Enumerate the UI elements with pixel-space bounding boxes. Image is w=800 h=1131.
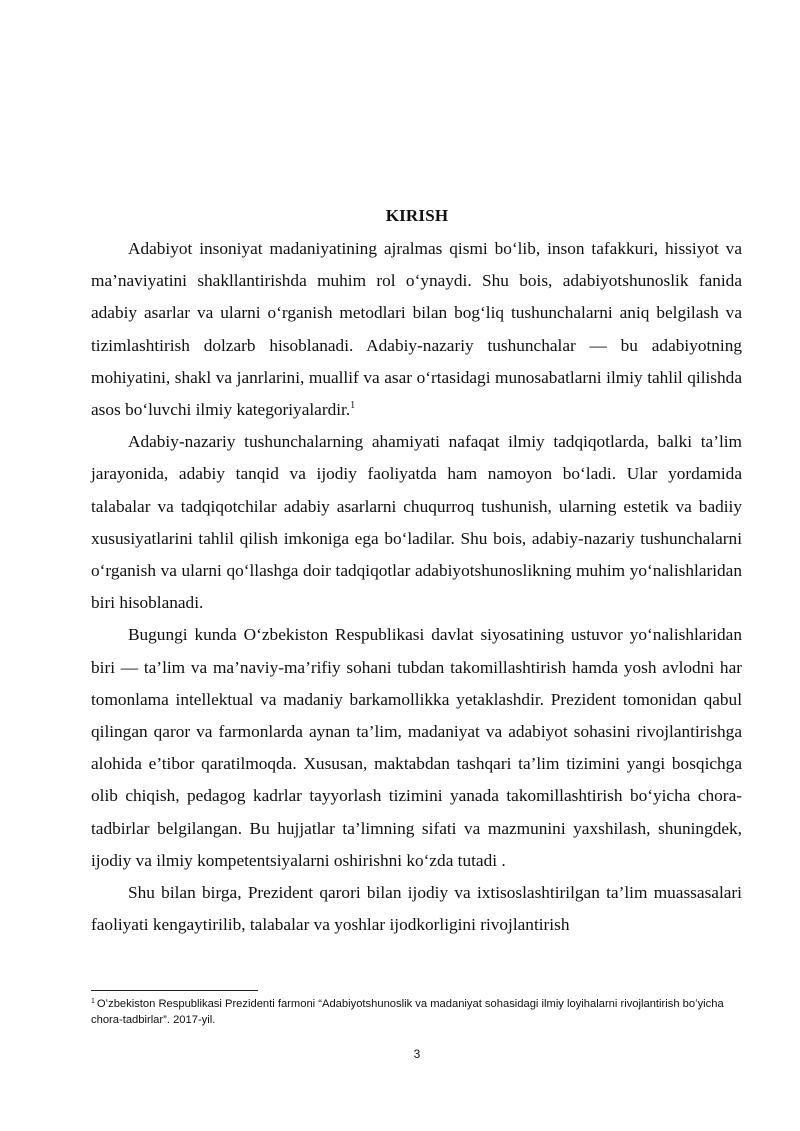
page-number: 3 (413, 1047, 421, 1061)
paragraph-2: Adabiy-nazariy tushunchalarning ahamiyati nafaqat ilmiy tadqiqotlarda, balki ta’lim jarayonida, adabiy tanqid va ijodiy faoliyatda ham namoyon boʻladi. Ular yordamida talabalar va tadqiqotchilar adabiy asarlarni chuqurroq tushunish, ularning estetik va badiiy xususiyatlarini tahlil qilish imkoniga ega boʻladilar. Shu bois, adabiy-nazariy tushunchalarni oʻrganish va ularni qoʻllashga doir tadqiqotlar adabiyotshunoslikning muhim yoʻnalishlaridan biri hisoblanadi. (91, 432, 742, 613)
body-text (91, 233, 742, 941)
paragraph-3: Bugungi kunda Oʻzbekiston Respublikasi davlat siyosatining ustuvor yoʻnalishlaridan biri — ta’lim va ma’naviy-ma’rifiy sohani tubdan takomillashtirish hamda yosh avlodni har tomonlama intellektual va madaniy barkamollikka yetaklashdir. Prezident tomonidan qabul qilingan qaror va farmonlarda aynan ta’lim, madaniyat va adabiyot sohasini rivojlantirishga alohida e’tibor qaratilmoqda. Xususan, maktabdan tashqari ta’lim tizimini yangi bosqichga olib chiqish, pedagog kadrlar tayyorlash tizimini yanada takomillashtirish boʻyicha chora-tadbirlar belgilangan. Bu hujjatlar ta’limning sifati va mazmunini yaxshilash, shuningdek, ijodiy va ilmiy kompetentsiyalarni oshirishni koʻzda tutadi . (91, 625, 742, 870)
section-heading: KIRISH (385, 206, 449, 225)
footnote-text: Oʻzbekiston Respublikasi Prezidenti farmoni “Adabiyotshunoslik va madaniyat sohasidagi ilmiy loyihalarni rivojlantirish boʻyicha chora-tadbirlar”. 2017-yil. (91, 998, 724, 1026)
paragraph-4: Shu bilan birga, Prezident qarori bilan ijodiy va ixtisoslashtirilgan ta’lim muassasalari faoliyati kengaytirilib, talabalar va yoshlar ijodkorligini rivojlantirish (91, 883, 742, 935)
paragraph-1-text: Adabiyot insoniyat madaniyatining ajralmas qismi boʻlib, inson tafakkuri, hissiyot va ma’naviyatini shakllantirishda muhim rol oʻynaydi. Shu bois, adabiyotshunoslik fanida adabiy asarlar va ularni oʻrganish metodlari bilan bogʻliq tushunchalarni aniq belgilash va tizimlashtirish dolzarb hisoblanadi. Adabiy-nazariy tushunchalar — bu adabiyotning mohiyatini, shakl va janrlarini, muallif va asar oʻrtasidagi munosabatlarni ilmiy tahlil qilishda asos boʻluvchi ilmiy kategoriyalardir. (91, 239, 742, 420)
footnote (91, 996, 753, 1028)
footnote-divider (91, 990, 258, 991)
footnote-reference[interactable]: 1 (350, 400, 356, 412)
footnote-number: 1 (91, 998, 95, 1005)
paragraph-1 (91, 233, 742, 426)
